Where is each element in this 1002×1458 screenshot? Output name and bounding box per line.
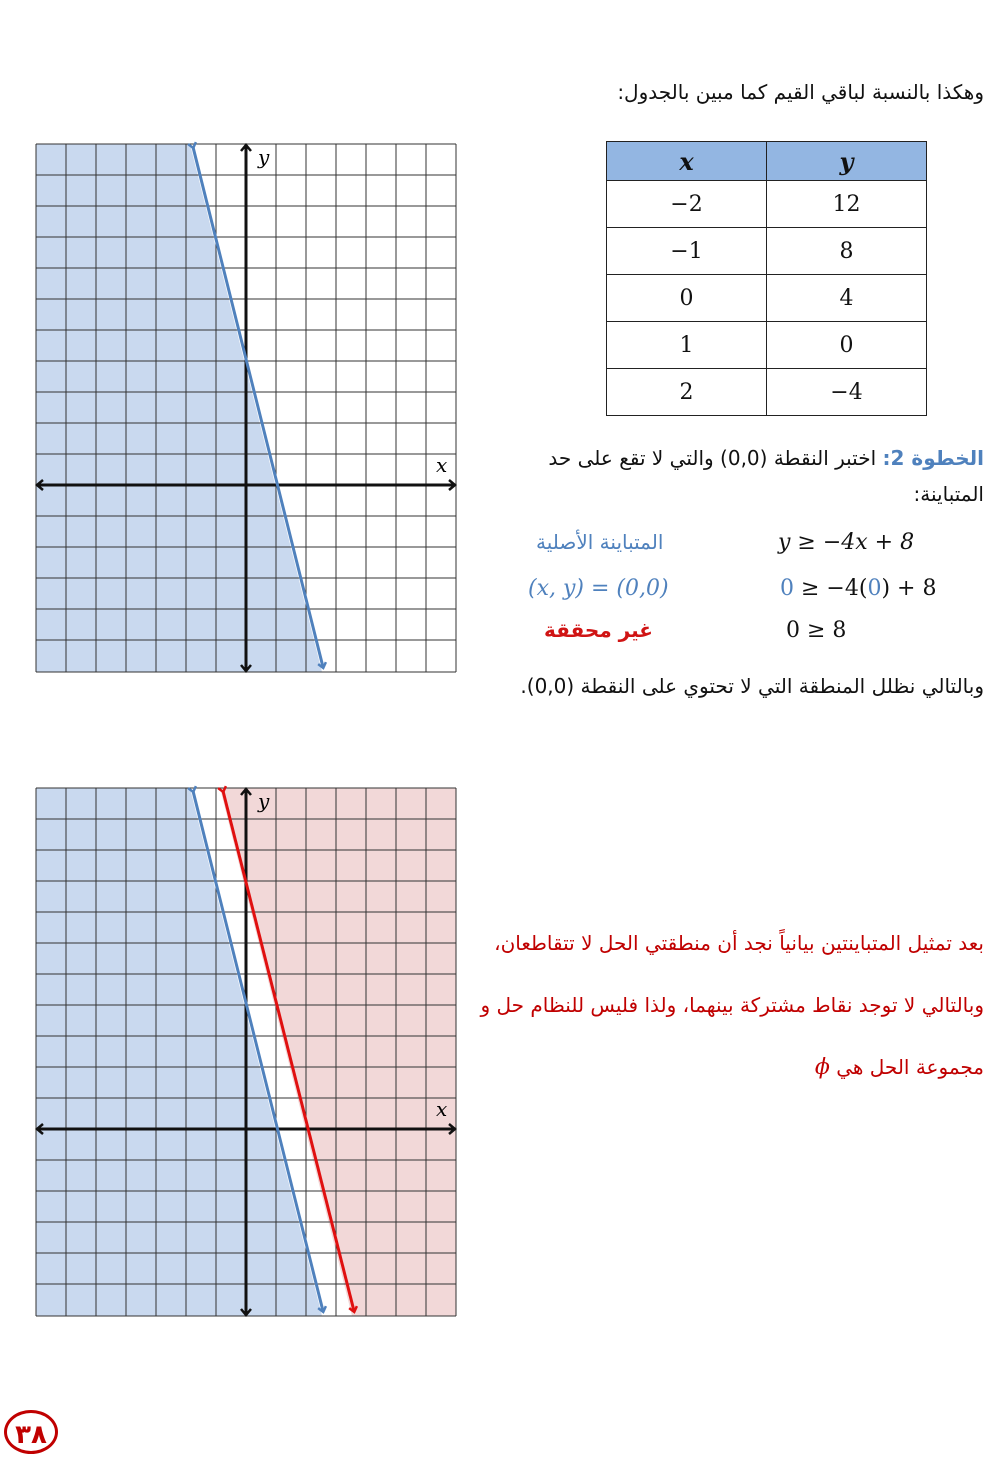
table-row bbox=[607, 322, 927, 369]
x-axis-label: x bbox=[436, 1097, 448, 1121]
blue-shaded-region bbox=[36, 144, 322, 672]
empty-set-symbol: ϕ bbox=[814, 1055, 830, 1080]
x-axis-label: x bbox=[436, 453, 448, 477]
y-axis-label: y bbox=[258, 145, 270, 169]
result-paragraph bbox=[444, 912, 984, 1099]
page-number: ٣٨ bbox=[4, 1410, 58, 1454]
substituted-part-b: ) + 8 bbox=[881, 576, 937, 601]
table-cell: −4 bbox=[767, 369, 927, 416]
table-cell: 0 bbox=[767, 322, 927, 369]
step2-label: الخطوة 2: bbox=[882, 446, 984, 470]
graph-blue-inequality bbox=[34, 140, 462, 676]
substituted-inequality bbox=[780, 576, 936, 601]
table-row bbox=[607, 228, 927, 275]
substituted-part-a: ≥ −4( bbox=[794, 576, 868, 601]
result-line-1: بعد تمثيل المتباينتين بيانياً نجد أن منطقتي الحل لا تتقاطعان، bbox=[494, 931, 984, 955]
step2-text: اختبر النقطة (0,0) والتي لا تقع على حد المتباينة: bbox=[548, 446, 984, 506]
conclusion-text: وبالتالي نظلل المنطقة التي لا تحتوي على النقطة (0,0). bbox=[520, 674, 984, 698]
table-row bbox=[607, 369, 927, 416]
table-header-x: x bbox=[607, 142, 767, 181]
table-cell: −2 bbox=[607, 181, 767, 228]
table-header-y: y bbox=[767, 142, 927, 181]
graph-system-of-inequalities bbox=[34, 784, 462, 1320]
table-cell: 1 bbox=[607, 322, 767, 369]
substituted-zero: 0 bbox=[780, 576, 794, 601]
values-table bbox=[606, 141, 927, 416]
table-cell: 4 bbox=[767, 275, 927, 322]
y-axis-label: y bbox=[258, 789, 270, 813]
step2-paragraph bbox=[504, 440, 984, 512]
result-inequality: 0 ≥ 8 bbox=[786, 618, 847, 643]
result-line-3: مجموعة الحل هي bbox=[836, 1055, 984, 1079]
table-row bbox=[607, 275, 927, 322]
table-row bbox=[607, 181, 927, 228]
table-cell: 0 bbox=[607, 275, 767, 322]
table-cell: 12 bbox=[767, 181, 927, 228]
test-point: (x, y) = (0,0) bbox=[528, 576, 669, 601]
table-cell: 8 bbox=[767, 228, 927, 275]
not-satisfied-label: غير محققة bbox=[544, 618, 653, 642]
original-inequality: y ≥ −4x + 8 bbox=[778, 530, 915, 555]
substituted-zero-2: 0 bbox=[867, 576, 882, 601]
table-cell: −1 bbox=[607, 228, 767, 275]
table-cell: 2 bbox=[607, 369, 767, 416]
original-inequality-label: المتباينة الأصلية bbox=[536, 530, 664, 554]
table-header-row bbox=[607, 142, 927, 181]
result-line-2: وبالتالي لا توجد نقاط مشتركة بينهما، ولذا فليس للنظام حل و bbox=[480, 993, 984, 1017]
intro-text: وهكذا بالنسبة لباقي القيم كما مبين بالجدول: bbox=[617, 80, 984, 104]
